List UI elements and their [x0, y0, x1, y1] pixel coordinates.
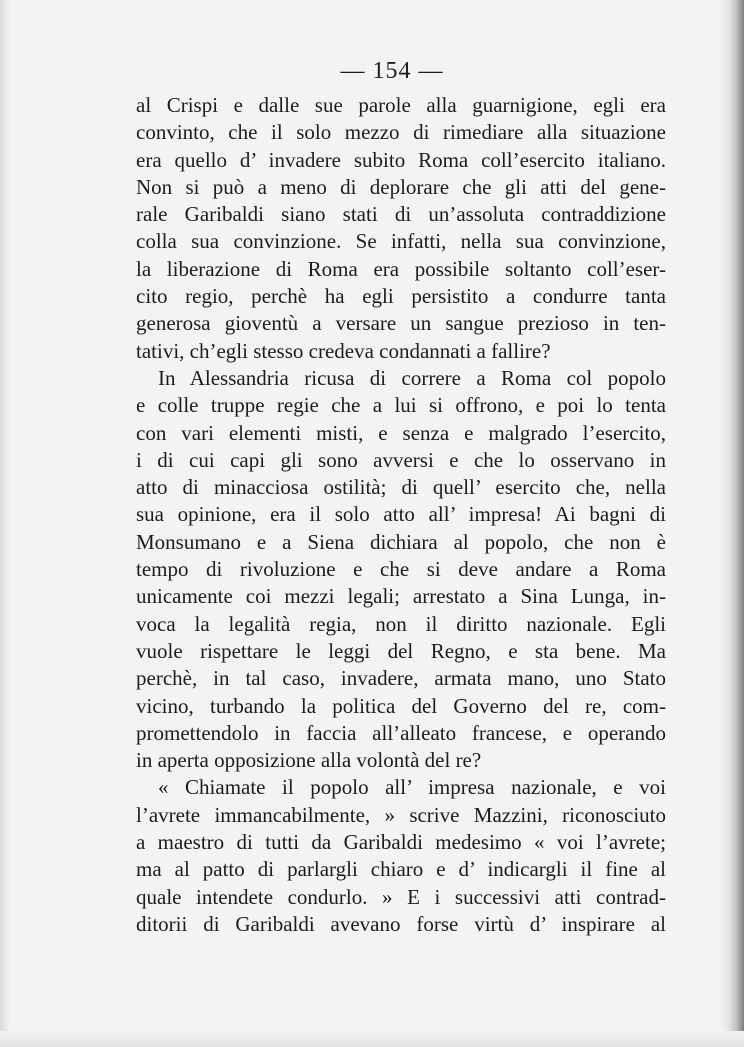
- text-line: atto di minacciosa ostilità; di quell’ esercito che, nella: [136, 475, 666, 500]
- page-spine-shadow: [720, 0, 744, 1047]
- text-line: rale Garibaldi siano stati di un’assoluta contraddizione: [136, 202, 666, 227]
- paragraph-start-line: In Alessandria ricusa di correre a Roma col popolo: [158, 365, 666, 390]
- page-number: — 154 —: [340, 58, 444, 84]
- text-line: al Crispi e dalle sue parole alla guarnigione, egli era: [136, 93, 666, 117]
- text-line: quale intendete condurlo. » E i successivi atti contrad-: [136, 884, 666, 909]
- text-line: vicino, turbando la politica del Governo del re, com-: [136, 693, 666, 718]
- page-left-edge: [0, 0, 10, 1047]
- text-line: voca la legalità regia, non il diritto nazionale. Egli: [136, 611, 666, 636]
- text-line: sua opinione, era il solo atto all’ impresa! Ai bagni di: [136, 502, 666, 527]
- text-line: Monsumano e a Siena dichiara al popolo, che non è: [136, 529, 666, 554]
- paragraph-start-line: « Chiamate il popolo all’ impresa nazionale, e voi: [158, 775, 666, 800]
- text-line: a maestro di tutti da Garibaldi medesimo « voi l’avrete;: [136, 830, 666, 855]
- text-line: promettendolo in faccia all’alleato francese, e operando: [136, 720, 666, 745]
- text-line: unicamente coi mezzi legali; arrestato a Sina Lunga, in-: [136, 584, 666, 609]
- text-line: colla sua convinzione. Se infatti, nella sua convinzione,: [136, 229, 666, 254]
- text-line: perchè, in tal caso, invadere, armata mano, uno Stato: [136, 666, 666, 691]
- text-line: con vari elementi misti, e senza e malgrado l’esercito,: [136, 420, 666, 445]
- text-line: Non si può a meno di deplorare che gli atti del gene-: [136, 174, 666, 199]
- text-line: l’avrete immancabilmente, » scrive Mazzini, riconosciuto: [136, 802, 666, 827]
- text-line: convinto, che il solo mezzo di rimediare alla situazione: [136, 120, 666, 145]
- text-line: ditorii di Garibaldi avevano forse virtù d’ inspirare al: [136, 911, 666, 936]
- page-bottom-edge: [0, 1031, 744, 1047]
- body-text: [136, 92, 666, 938]
- text-line: e colle truppe regie che a lui si offrono, e poi lo tenta: [136, 393, 666, 418]
- text-line: in aperta opposizione alla volontà del re?: [136, 748, 482, 773]
- text-line: i di cui capi gli sono avversi e che lo osservano in: [136, 447, 666, 472]
- text-line: generosa gioventù a versare un sangue prezioso in ten-: [136, 311, 666, 336]
- text-line: era quello d’ invadere subito Roma coll’esercito italiano.: [136, 147, 666, 172]
- text-line: vuole rispettare le leggi del Regno, e sta bene. Ma: [136, 638, 666, 663]
- text-line: cito regio, perchè ha egli persistito a condurre tanta: [136, 284, 666, 309]
- text-line: ma al patto di parlargli chiaro e d’ indicargli il fine al: [136, 857, 666, 882]
- text-line: tempo di rivoluzione e che si deve andare a Roma: [136, 557, 666, 582]
- text-line: la liberazione di Roma era possibile soltanto coll’eser-: [136, 256, 666, 281]
- text-line: tativi, ch’egli stesso credeva condannati a fallire?: [136, 338, 551, 363]
